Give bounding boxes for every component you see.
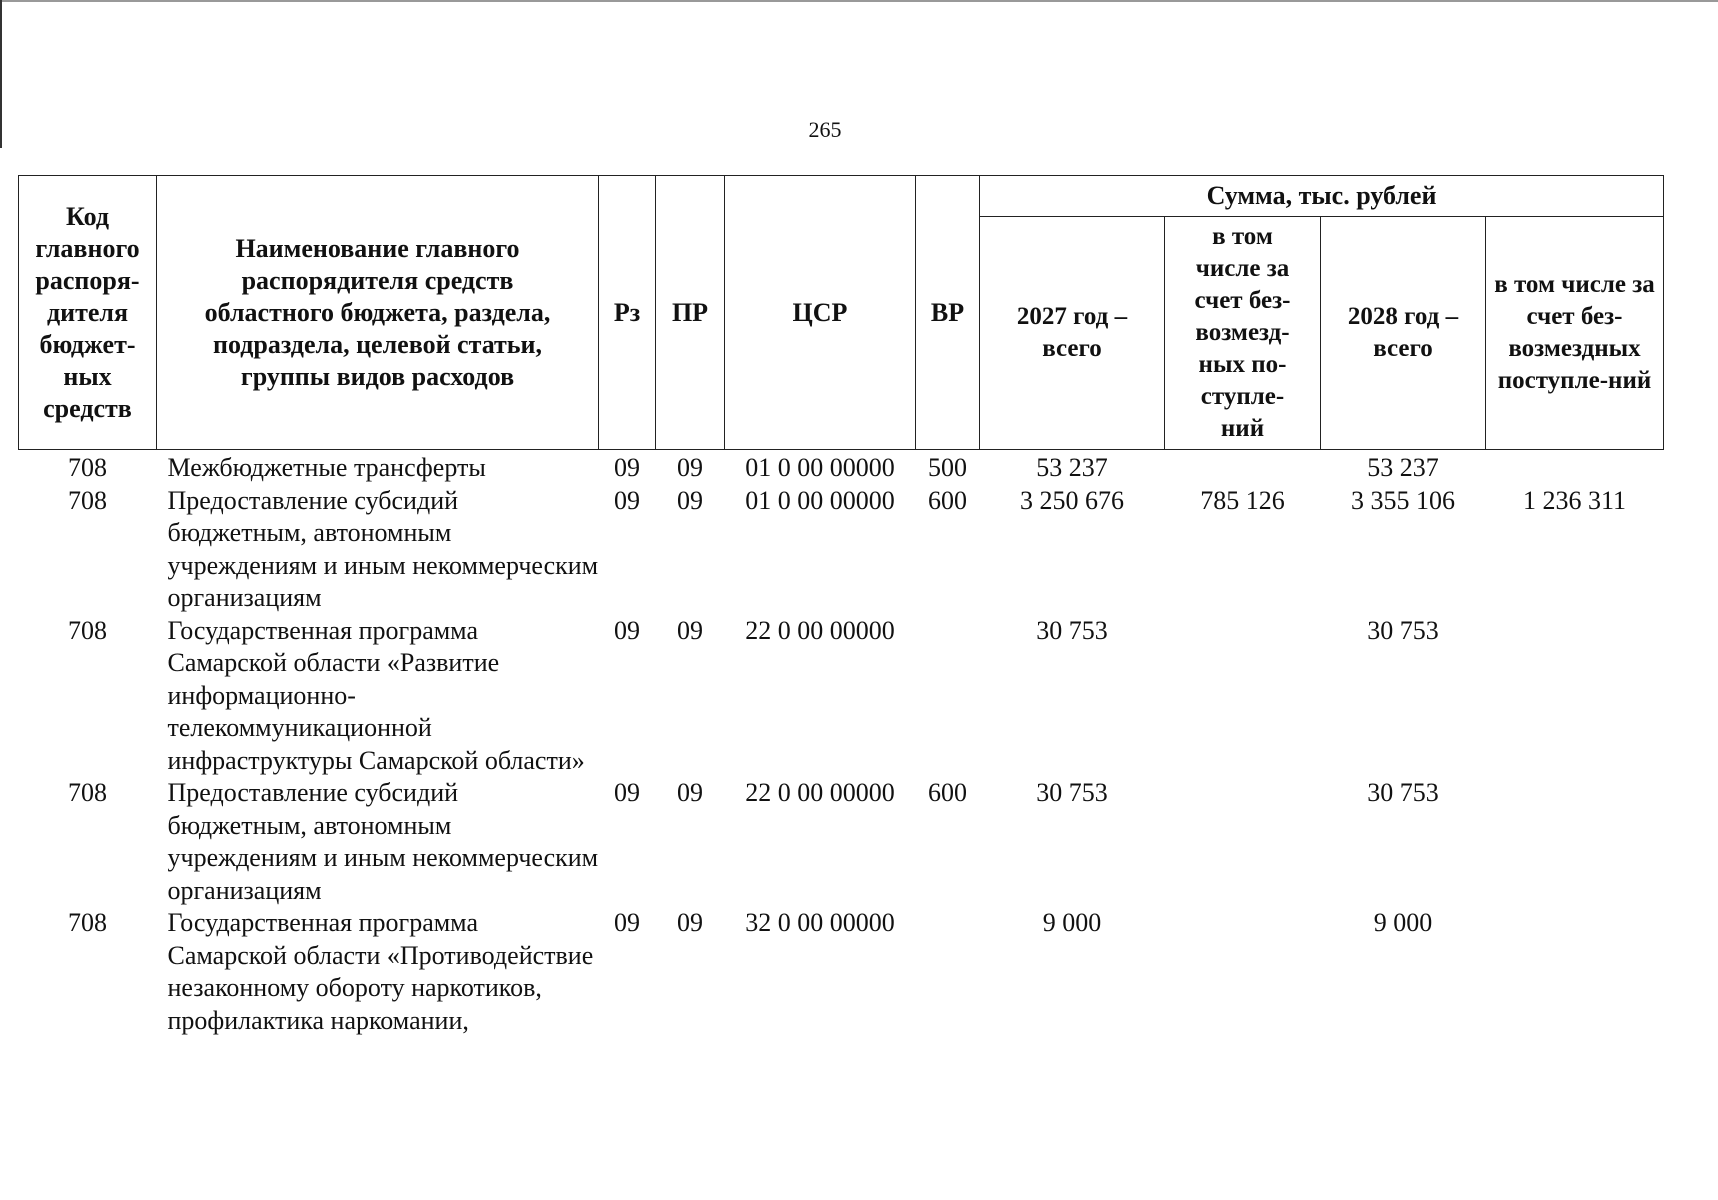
table-row — [19, 907, 1664, 1037]
cell-csr: 22 0 00 00000 — [745, 615, 895, 645]
header-sum: Сумма, тыс. рублей — [980, 176, 1664, 217]
cell-2028-total: 30 753 — [1367, 778, 1439, 807]
cell-code: 708 — [68, 453, 107, 482]
cell-pr: 09 — [677, 615, 703, 645]
cell-vr — [916, 907, 980, 1037]
header-2027-total: 2027 год – всего — [980, 217, 1165, 450]
cell-pr: 09 — [677, 453, 703, 482]
table-row — [19, 485, 1664, 615]
cell-name: Предоставление субсидий бюджетным, автономным учреждениям и иным некоммерческим организациям — [167, 485, 599, 612]
cell-2028-gratuitous — [1486, 907, 1664, 1037]
cell-2028-gratuitous — [1486, 777, 1664, 907]
cell-csr: 32 0 00 00000 — [745, 908, 895, 937]
header-2028-gratuitous: в том числе за счет без-возмездных поступле-ний — [1486, 217, 1664, 450]
cell-name: Государственная программа Самарской области «Развитие информационно-телекоммуникационной инфраструктуры Самарской области» — [167, 615, 585, 775]
cell-vr: 500 — [928, 453, 967, 482]
cell-name: Межбюджетные трансферты — [167, 453, 486, 482]
cell-rz: 09 — [614, 485, 640, 515]
scan-edge-top — [0, 0, 1718, 2]
cell-csr: 01 0 00 00000 — [745, 485, 895, 515]
cell-2027-gratuitous: 785 126 — [1200, 485, 1285, 515]
cell-code: 708 — [68, 778, 107, 807]
cell-code: 708 — [68, 485, 107, 515]
header-rz: Рз — [599, 176, 656, 450]
cell-vr — [916, 615, 980, 778]
cell-2027-total: 30 753 — [1036, 778, 1108, 807]
table-body — [19, 450, 1664, 1038]
cell-name: Государственная программа Самарской области «Противодействие незаконному обороту наркотиков, профилактика наркомании, — [167, 908, 594, 1035]
cell-2028-gratuitous — [1486, 450, 1664, 485]
cell-vr: 600 — [928, 485, 967, 515]
cell-name: Предоставление субсидий бюджетным, автономным учреждениям и иным некоммерческим организациям — [167, 778, 599, 905]
scan-edge-left — [0, 0, 2, 148]
cell-2028-gratuitous — [1486, 615, 1664, 778]
header-pr: ПР — [656, 176, 725, 450]
cell-rz: 09 — [614, 778, 640, 807]
header-2028-total: 2028 год – всего — [1321, 217, 1486, 450]
cell-csr: 22 0 00 00000 — [745, 778, 895, 807]
table-row — [19, 450, 1664, 485]
cell-vr: 600 — [928, 778, 967, 807]
budget-table — [18, 175, 1664, 1037]
cell-pr: 09 — [677, 485, 703, 515]
header-code: Код главного распоря-дителя бюджет-ных средств — [19, 176, 157, 450]
cell-2027-total: 3 250 676 — [1020, 485, 1124, 515]
cell-2027-gratuitous — [1165, 615, 1321, 778]
cell-2028-total: 53 237 — [1367, 453, 1439, 482]
cell-2027-gratuitous — [1165, 907, 1321, 1037]
cell-pr: 09 — [677, 908, 703, 937]
cell-rz: 09 — [614, 615, 640, 645]
cell-2028-total: 3 355 106 — [1351, 485, 1455, 515]
cell-2027-total: 9 000 — [1042, 908, 1102, 937]
cell-2027-total: 30 753 — [1036, 615, 1108, 645]
cell-code: 708 — [68, 908, 107, 937]
cell-2027-total: 53 237 — [1036, 453, 1108, 482]
cell-2028-total: 9 000 — [1373, 908, 1433, 937]
header-name: Наименование главного распорядителя средств областного бюджета, раздела, подраздела, целевой статьи, группы видов расходов — [157, 176, 599, 450]
cell-2027-gratuitous — [1165, 777, 1321, 907]
cell-2027-gratuitous — [1165, 450, 1321, 485]
cell-rz: 09 — [614, 908, 640, 937]
cell-code: 708 — [68, 615, 107, 645]
table-row — [19, 777, 1664, 907]
cell-rz: 09 — [614, 453, 640, 482]
cell-2028-total: 30 753 — [1367, 615, 1439, 645]
header-vr: ВР — [916, 176, 980, 450]
cell-2028-gratuitous: 1 236 311 — [1522, 485, 1627, 515]
cell-csr: 01 0 00 00000 — [745, 453, 895, 482]
table-row — [19, 615, 1664, 778]
table-header — [19, 176, 1664, 450]
page-number: 265 — [808, 117, 842, 142]
cell-pr: 09 — [677, 778, 703, 807]
header-2027-gratuitous: в том числе за счет без-возмезд-ных по-ступле-ний — [1165, 217, 1321, 450]
header-csr: ЦСР — [725, 176, 916, 450]
